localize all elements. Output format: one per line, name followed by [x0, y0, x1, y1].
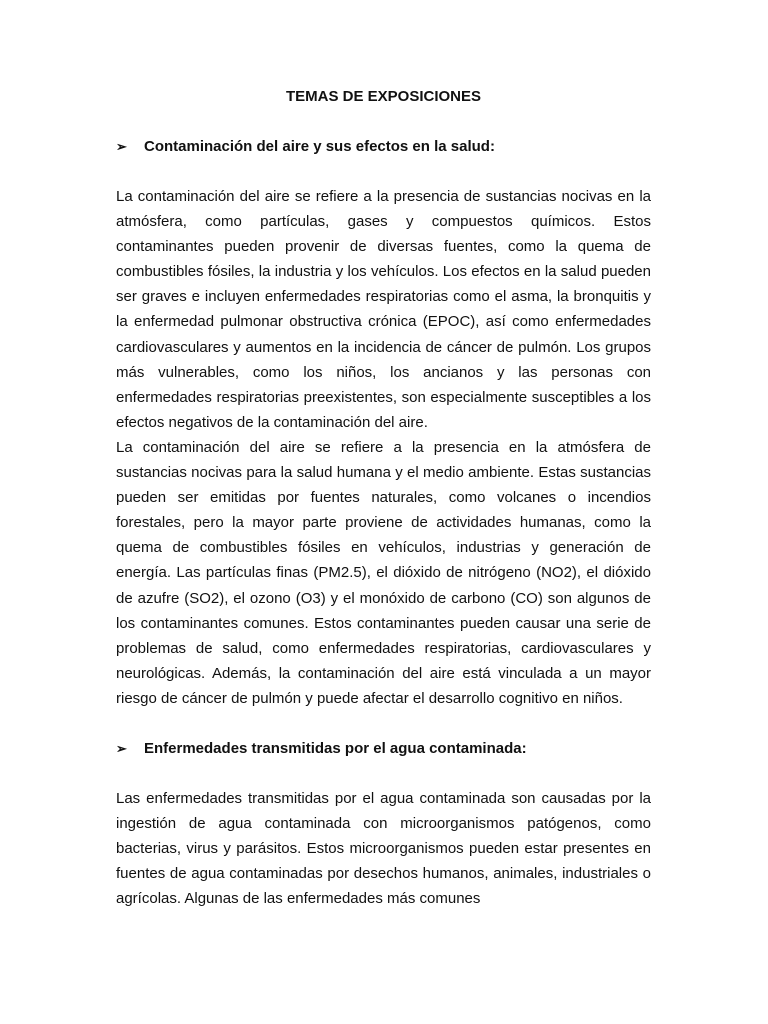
paragraph-waterborne-1: Las enfermedades transmitidas por el agua contaminada son causadas por la ingestión de agua contaminada con microorganismos patógenos, como bacterias, virus y parásitos. Estos microorganismos pueden estar presentes en fuentes de agua contaminadas por desechos humanos, animales, industriales o agrícolas. Algunas de las enfermedades más comunes: [116, 789, 651, 908]
document-page: [116, 84, 651, 911]
paragraph-air-pollution-2: La contaminación del aire se refiere a la presencia en la atmósfera de sustancias nocivas para la salud humana y el medio ambiente. Estas sustancias pueden ser emitidas por fuentes naturales, como volcanes o incendios forestales, pero la mayor parte proviene de actividades humanas, como la quema de combustibles fósiles en vehículos, industrias y generación de energía. Las partículas finas (PM2.5), el dióxido de nitrógeno (NO2), el dióxido de azufre (SO2), el ozono (O3) y el monóxido de carbono (CO) son algunos de los contaminantes comunes. Estos contaminantes pueden causar una serie de problemas de salud, como enfermedades respiratorias, cardiovasculares y neurológicas. Además, la contaminación del aire está vinculada a un mayor riesgo de cáncer de pulmón y puede afectar el desarrollo cognitivo en niños.: [116, 438, 651, 707]
document-title: TEMAS DE EXPOSICIONES: [285, 88, 482, 105]
section-heading-air-pollution: [116, 134, 651, 159]
paragraph-air-pollution-1: La contaminación del aire se refiere a la presencia de sustancias nocivas en la atmósfera, como partículas, gases y compuestos químicos. Estos contaminantes pueden provenir de diversas fuentes, como la quema de combustibles fósiles, la industria y los vehículos. Los efectos en la salud pueden ser graves e incluyen enfermedades respiratorias como el asma, la bronquitis y la enfermedad pulmonar obstructiva crónica (EPOC), así como enfermedades cardiovasculares y aumentos en la incidencia de cáncer de pulmón. Los grupos más vulnerables, como los niños, los ancianos y las personas con enfermedades respiratorias preexistentes, son especialmente susceptibles a los efectos negativos de la contaminación del aire.: [116, 188, 651, 431]
section-heading-text: Contaminación del aire y sus efectos en la salud:: [144, 138, 495, 155]
section-heading-text: Enfermedades transmitidas por el agua contaminada:: [144, 739, 527, 757]
section-spacer: [116, 711, 651, 736]
arrow-bullet-icon: ➢: [116, 740, 127, 756]
section-heading-waterborne-diseases: [116, 736, 651, 761]
arrow-bullet-icon: ➢: [116, 139, 127, 154]
